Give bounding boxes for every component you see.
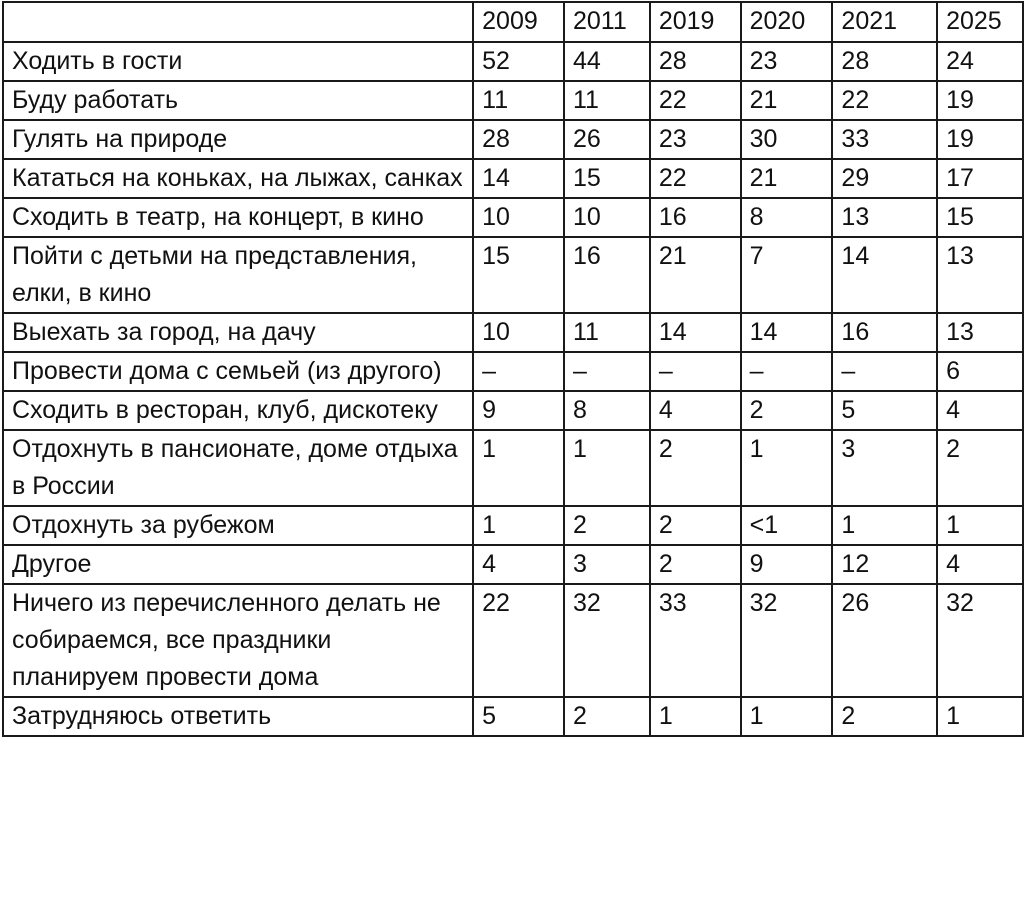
value-cell-2009: 5 xyxy=(473,697,564,736)
table-row xyxy=(3,545,1023,584)
table-row xyxy=(3,120,1023,159)
value-cell-2021: 28 xyxy=(832,42,937,81)
table-row xyxy=(3,313,1023,352)
value-cell-2021: – xyxy=(832,352,937,391)
value-cell-2020: 2 xyxy=(741,391,833,430)
value-cell-2019: – xyxy=(650,352,741,391)
table-body xyxy=(3,42,1023,736)
year-header-2021: 2021 xyxy=(832,2,937,42)
row-label-cell: Другое xyxy=(3,545,473,584)
value-cell-2025: 32 xyxy=(937,584,1023,697)
value-cell-2025: 4 xyxy=(937,391,1023,430)
value-cell-2009: 10 xyxy=(473,198,564,237)
header-corner-cell xyxy=(3,2,473,42)
value-cell-2025: 13 xyxy=(937,237,1023,313)
row-label-cell: Буду работать xyxy=(3,81,473,120)
value-cell-2011: 44 xyxy=(564,42,650,81)
year-header-2019: 2019 xyxy=(650,2,741,42)
value-cell-2020: 9 xyxy=(741,545,833,584)
value-cell-2011: 3 xyxy=(564,545,650,584)
value-cell-2025: 4 xyxy=(937,545,1023,584)
row-label-cell: Отдохнуть в пансионате, доме отдыха в России xyxy=(3,430,473,506)
value-cell-2021: 14 xyxy=(832,237,937,313)
table-row xyxy=(3,198,1023,237)
value-cell-2021: 33 xyxy=(832,120,937,159)
table-row xyxy=(3,506,1023,545)
value-cell-2019: 28 xyxy=(650,42,741,81)
value-cell-2021: 26 xyxy=(832,584,937,697)
value-cell-2020: – xyxy=(741,352,833,391)
value-cell-2009: 9 xyxy=(473,391,564,430)
value-cell-2009: 15 xyxy=(473,237,564,313)
value-cell-2009: 1 xyxy=(473,430,564,506)
table-row xyxy=(3,697,1023,736)
value-cell-2019: 22 xyxy=(650,81,741,120)
value-cell-2009: 52 xyxy=(473,42,564,81)
value-cell-2020: 23 xyxy=(741,42,833,81)
value-cell-2019: 21 xyxy=(650,237,741,313)
value-cell-2025: 6 xyxy=(937,352,1023,391)
value-cell-2011: 32 xyxy=(564,584,650,697)
row-label-cell: Затрудняюсь ответить xyxy=(3,697,473,736)
value-cell-2025: 1 xyxy=(937,697,1023,736)
table-row xyxy=(3,584,1023,697)
value-cell-2019: 1 xyxy=(650,697,741,736)
value-cell-2025: 24 xyxy=(937,42,1023,81)
value-cell-2025: 13 xyxy=(937,313,1023,352)
value-cell-2011: 2 xyxy=(564,697,650,736)
row-label-cell: Выехать за город, на дачу xyxy=(3,313,473,352)
value-cell-2020: 32 xyxy=(741,584,833,697)
value-cell-2025: 15 xyxy=(937,198,1023,237)
value-cell-2025: 19 xyxy=(937,120,1023,159)
table-row xyxy=(3,159,1023,198)
value-cell-2009: 14 xyxy=(473,159,564,198)
value-cell-2009: 10 xyxy=(473,313,564,352)
year-header-2025: 2025 xyxy=(937,2,1023,42)
row-label-cell: Ничего из перечисленного делать не собираемся, все праздники планируем провести дома xyxy=(3,584,473,697)
row-label-cell: Гулять на природе xyxy=(3,120,473,159)
value-cell-2020: 1 xyxy=(741,697,833,736)
value-cell-2021: 1 xyxy=(832,506,937,545)
row-label-cell: Отдохнуть за рубежом xyxy=(3,506,473,545)
row-label-cell: Сходить в ресторан, клуб, дискотеку xyxy=(3,391,473,430)
value-cell-2011: 10 xyxy=(564,198,650,237)
value-cell-2011: 15 xyxy=(564,159,650,198)
value-cell-2020: 7 xyxy=(741,237,833,313)
value-cell-2025: 19 xyxy=(937,81,1023,120)
value-cell-2020: 21 xyxy=(741,81,833,120)
value-cell-2019: 4 xyxy=(650,391,741,430)
year-header-2009: 2009 xyxy=(473,2,564,42)
value-cell-2011: 1 xyxy=(564,430,650,506)
row-label-cell: Провести дома с семьей (из другого) xyxy=(3,352,473,391)
value-cell-2021: 29 xyxy=(832,159,937,198)
header-row xyxy=(3,2,1023,42)
value-cell-2009: 1 xyxy=(473,506,564,545)
row-label-cell: Ходить в гости xyxy=(3,42,473,81)
value-cell-2011: – xyxy=(564,352,650,391)
value-cell-2011: 26 xyxy=(564,120,650,159)
value-cell-2021: 13 xyxy=(832,198,937,237)
value-cell-2011: 8 xyxy=(564,391,650,430)
value-cell-2009: – xyxy=(473,352,564,391)
value-cell-2009: 11 xyxy=(473,81,564,120)
value-cell-2021: 3 xyxy=(832,430,937,506)
value-cell-2019: 2 xyxy=(650,545,741,584)
table-row xyxy=(3,81,1023,120)
year-header-2011: 2011 xyxy=(564,2,650,42)
table-row xyxy=(3,430,1023,506)
value-cell-2019: 33 xyxy=(650,584,741,697)
table-row xyxy=(3,42,1023,81)
row-label-cell: Кататься на коньках, на лыжах, санках xyxy=(3,159,473,198)
year-header-2020: 2020 xyxy=(741,2,833,42)
value-cell-2020: 1 xyxy=(741,430,833,506)
value-cell-2011: 16 xyxy=(564,237,650,313)
row-label-cell: Пойти с детьми на представления, елки, в кино xyxy=(3,237,473,313)
value-cell-2021: 2 xyxy=(832,697,937,736)
value-cell-2021: 16 xyxy=(832,313,937,352)
value-cell-2020: 14 xyxy=(741,313,833,352)
value-cell-2021: 12 xyxy=(832,545,937,584)
table-row xyxy=(3,237,1023,313)
value-cell-2011: 2 xyxy=(564,506,650,545)
value-cell-2021: 5 xyxy=(832,391,937,430)
value-cell-2020: 8 xyxy=(741,198,833,237)
value-cell-2020: 21 xyxy=(741,159,833,198)
value-cell-2019: 14 xyxy=(650,313,741,352)
value-cell-2021: 22 xyxy=(832,81,937,120)
value-cell-2020: 30 xyxy=(741,120,833,159)
value-cell-2009: 4 xyxy=(473,545,564,584)
value-cell-2019: 2 xyxy=(650,430,741,506)
value-cell-2019: 16 xyxy=(650,198,741,237)
value-cell-2009: 28 xyxy=(473,120,564,159)
value-cell-2011: 11 xyxy=(564,313,650,352)
value-cell-2025: 2 xyxy=(937,430,1023,506)
value-cell-2025: 17 xyxy=(937,159,1023,198)
value-cell-2019: 22 xyxy=(650,159,741,198)
value-cell-2019: 23 xyxy=(650,120,741,159)
value-cell-2025: 1 xyxy=(937,506,1023,545)
survey-table xyxy=(2,1,1024,737)
row-label-cell: Сходить в театр, на концерт, в кино xyxy=(3,198,473,237)
value-cell-2009: 22 xyxy=(473,584,564,697)
table-row xyxy=(3,391,1023,430)
table-row xyxy=(3,352,1023,391)
value-cell-2019: 2 xyxy=(650,506,741,545)
value-cell-2020: <1 xyxy=(741,506,833,545)
value-cell-2011: 11 xyxy=(564,81,650,120)
